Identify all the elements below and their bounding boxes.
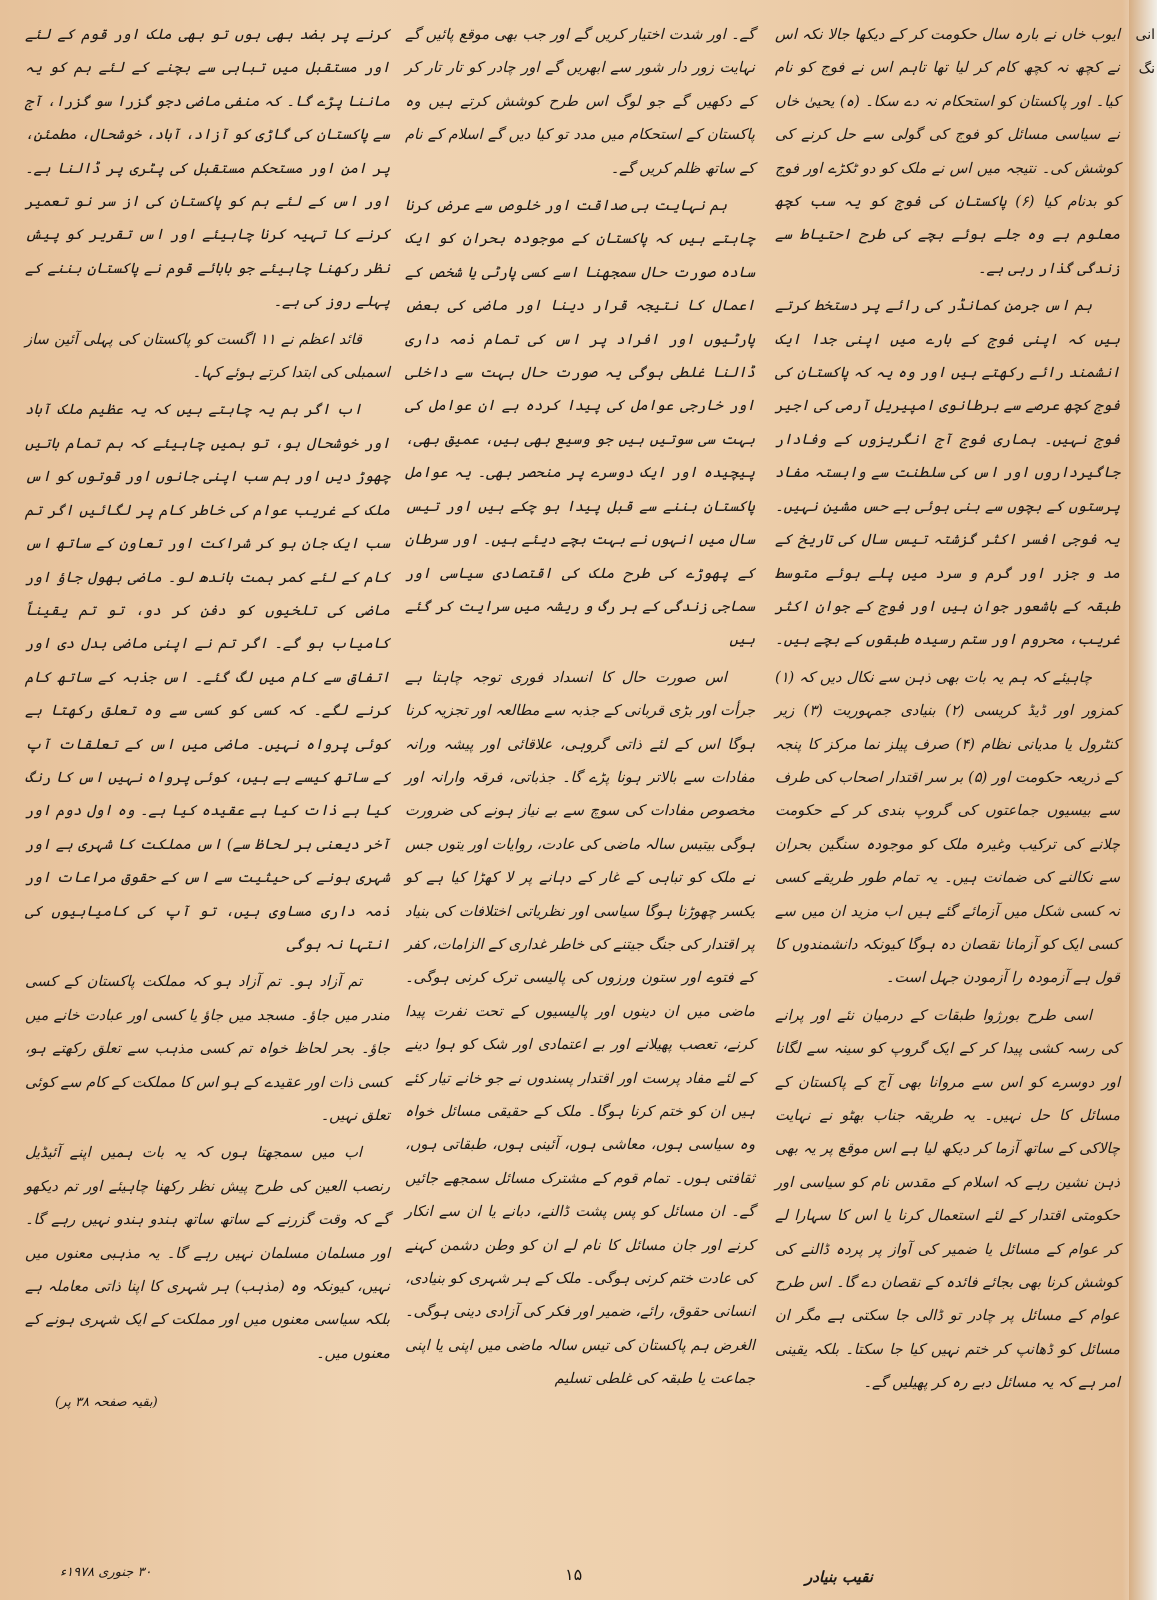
adjacent-page-edge: [1129, 0, 1157, 1600]
edge-text: انی: [1135, 27, 1155, 43]
quote-paragraph: تم آزاد ہو۔ تم آزاد ہو کہ مملکت پاکستان کے کسی مندر میں جاؤ۔ مسجد میں جاؤ یا کسی اور عبادت خانے میں جاؤ۔ بحر لحاظ خواہ تم کسی مذہب سے تعلق رکھتے ہو، کسی ذات اور عقیدے کے ہو اس کا مملکت کے کام سے کوئی تعلق نہیں۔: [25, 973, 390, 1124]
author-signature: نقیب بنیادر: [805, 1568, 873, 1586]
continued-note: (بقیہ صفحہ ۳۸ پر): [55, 1395, 158, 1411]
column-left: [25, 18, 390, 1420]
edge-text: نگ: [1138, 61, 1155, 77]
paragraph: اس صورت حال کا انسداد فوری توجہ چاہتا ہے جرأت اور بڑی قربانی کے جذبہ سے مطالعہ اور تجزیہ کرنا ہوگا اس کے لئے ذاتی گروہی، علاقائی اور پیشہ ورانہ مفادات سے بالاتر ہونا پڑے گا۔ جذباتی، فرقہ وارانہ اور مخصوص مفادات کی سوچ سے بے نیاز ہونے کی ضرورت ہوگی بیتیس سالہ ماضی کی عادت، روایات اور یتوں جس نے ملک کو تباہی کے غار کے دہانے پر لا کھڑا کیا ہے کو یکسر چھوڑنا ہوگا سیاسی اور نظریاتی اختلافات کی بنیاد پر اقتدار کی جنگ جیتنے کی خاطر غداری کے الزامات، کفر کے فتوے اور ستون ورزوں کی پالیسی ترک کرنی ہوگی۔ ماضی میں ان دینوں اور پالیسیوں کے تحت نفرت پیدا کرنے، تعصب پھیلانے اور بے اعتمادی اور شک کو ہوا دینے کے لئے مفاد پرست اور اقتدار پسندوں نے جو خانے تیار کئے ہیں ان کو ختم کرنا ہوگا۔ ملک کے حقیقی مسائل خواہ وہ سیاسی ہوں، معاشی ہوں، آئینی ہوں، طبقاتی ہوں، ثقافتی ہوں۔ تمام قوم کے مشترک مسائل سمجھے جائیں گے۔ ان مسائل کو پس پشت ڈالنے، دبانے یا ان سے انکار کرنے اور جان مسائل کا نام لے ان کو وطن دشمن کہنے کی عادت ختم کرنی ہوگی۔ ملک کے ہر شہری کو بنیادی، انسانی حقوق، رائے، ضمیر اور فکر کی آزادی دینی ہوگی۔ الغرض ہم پاکستان کی تیس سالہ ماضی میں اپنی یا اپنی جماعت یا طبقہ کی غلطی تسلیم: [405, 668, 755, 1388]
column-right: [775, 18, 1120, 1404]
column-middle: [405, 18, 755, 1400]
quote-paragraph: اب اگر ہم یہ چاہتے ہیں کہ یہ عظیم ملک آباد اور خوشحال ہو، تو ہمیں چاہیئے کہ ہم تمام باتیں چھوڑ دیں اور ہم سب اپنی جانوں اور قوتوں کو اس ملک کے غریب عوام کی خاطر کام پر لگائیں اگر تم سب ایک جان ہو کر شراکت اور تعاون کے ساتھ اس کام کے لئے کمر ہمت باندھ لو۔ ماضی بھول جاؤ اور ماضی کی تلخیوں کو دفن کر دو، تو تم یقیناً کامیاب ہو گے۔ اگر تم نے اپنی ماضی بدل دی اور اتفاق سے کام میں لگ گئے۔ اس جذبہ کے ساتھ کام کرنے لگے۔ کہ کسی کو کسی سے وہ تعلق رکھتا ہے کوئی پرواہ نہیں۔ ماضی میں اس کے تعلقات آپ کے ساتھ کیسے ہے ہیں، کوئی پرواہ نہیں اس کا رنگ کیا ہے ذات کیا ہے عقیدہ کیا ہے۔ وہ اول دوم اور آخر دیعنی ہر لحاظ سے) اس مملکت کا شہری ہے اور شہری ہونے کی حیثیت سے اس کے حقوق مراعات اور ذمہ داری مساوی ہیں، تو آپ کی کامیابیوں کی انتہا نہ ہوگی: [25, 401, 390, 953]
paragraph: ہم نہایت ہی صداقت اور خلوص سے عرض کرنا چاہتے ہیں کہ پاکستان کے موجودہ بحران کو ایک سادہ صورت حال سمجھنا اسے کسی پارٹی یا شخص کے اعمال کا نتیجہ قرار دینا اور ماضی کی بعض پارٹیوں اور افراد پر اس کی تمام ذمہ داری ڈالنا غلطی ہوگی یہ صورت حال بہت سے داخلی اور خارجی عوامل کی پیدا کردہ ہے ان عوامل کی بہت سی سوتیں ہیں جو وسیع بھی ہیں، عمیق بھی، پیچیدہ اور ایک دوسرے پر منحصر بھی۔ یہ عوامل پاکستان بننے سے قبل پیدا ہو چکے ہیں اور تیس سال میں انہوں نے بہت بچے دیئے ہیں۔ اور سرطان کے پھوڑے کی طرح ملک کی اقتصادی سیاسی اور سماجی زندگی کے ہر رگ و ریشہ میں سرایت کر گئے ہیں: [405, 197, 755, 649]
paragraph: قائد اعظم نے ۱۱ اگست کو پاکستان کی پہلی آئین ساز اسمبلی کی ابتدا کرتے ہوئے کہا۔: [25, 330, 390, 382]
paragraph: چاہیئے کہ ہم یہ بات بھی ذہن سے نکال دیں کہ (۱) کمزور اور ڈیڈ کریسی (۲) بنیادی جمہوریت (۳) زیر کنٹرول یا مدیانی نظام (۴) صرف پیلز نما مرکز کا پنجہ کے ذریعہ حکومت اور (۵) بر سر اقتدار اصحاب کی طرف سے بیسیوں جماعتوں کی گروپ بندی کر کے حکومت چلانے کی ترکیب وغیرہ ملک کو موجودہ سنگین بحران سے نکالنے کی ضمانت ہیں۔ یہ تمام طور طریقے کسی نہ کسی شکل میں آزمائے گئے ہیں اب مزید ان میں سے کسی ایک کو آزمانا نقصان دہ ہوگا کیونکہ دانشمندوں کا قول ہے آزمودہ را آزمودن جہل است۔: [775, 668, 1121, 987]
footer-date: ۳۰ جنوری ۱۹۷۸ء: [60, 1565, 152, 1580]
paragraph: ہم اس جرمن کمانڈر کی رائے پر دستخط کرتے ہیں کہ اپنی فوج کے بارے میں اپنی جدا ایک انشمند رائے رکھتے ہیں اور وہ یہ کہ پاکستان کی فوج کچھ عرصے سے برطانوی امپیریل آرمی کی اجیر فوج نہیں۔ ہماری فوج آج انگریزوں کے وفادار جاگیرداروں اور اس کی سلطنت سے وابستہ مفاد پرستوں کے بچوں سے بنی ہوئی بے حس مشین نہیں۔ یہ فوجی افسر اکثر گزشتہ تیس سال کی تاریخ کے مد و جزر اور گرم و سرد میں پلے ہوئے متوسط طبقہ کے باشعور جوان ہیں اور فوج کے جوان اکثر غریب، محروم اور ستم رسیدہ طبقوں کے بچے ہیں۔: [775, 297, 1120, 649]
quote-paragraph: اب میں سمجھتا ہوں کہ یہ بات ہمیں اپنے آئیڈیل رنصب العین کی طرح پیش نظر رکھنا چاہیئے اور تم دیکھو گے کہ وقت گزرنے کے ساتھ ساتھ ہندو ہندو نہیں رہے گا۔ اور مسلمان مسلمان نہیں رہے گا۔ یہ مذہبی معنوں میں نہیں، کیونکہ وہ (مذہب) ہر شہری کا اپنا ذاتی معاملہ ہے بلکہ سیاسی معنوں میں اور مملکت کے ایک شہری ہونے کے معنوں میں۔: [25, 1144, 390, 1362]
paragraph: کرنے پر بضد بھی ہوں تو بھی ملک اور قوم کے لئے اور مستقبل میں تباہی سے بچنے کے لئے ہم کو یہ ماننا پڑے گا۔ کہ منفی ماضی دجو گزرا سو گزرا، آج سے پاکستان کی گاڑی کو آزاد، آباد، خوشحال، مطمئن، پر امن اور مستحکم مستقبل کی پٹری پر ڈالنا ہے۔ اور اس کے لئے ہم کو پاکستان کی از سر نو تعمیر کرنے کا تہیہ کرنا چاہیئے اور اس تقریر کو پیش نظر رکھنا چاہیئے جو بابائے قوم نے پاکستان بننے کے پہلے روز کی ہے۔: [25, 26, 390, 311]
paragraph: ایوب خاں نے بارہ سال حکومت کر کے دیکھا جالا نکہ اس نے کچھ نہ کچھ کام کر لیا تھا تاہم اس نے فوج کو نام کیا۔ اور پاکستان کو استحکام نہ دے سکا۔ (ہ) یحییٰ خاں نے سیاسی مسائل کو فوج کی گولی سے حل کرنے کی کوشش کی۔ نتیجہ میں اس نے ملک کو دو ٹکڑے اور فوج کو بدنام کیا (۶) پاکستان کی فوج کو یہ سب کچھ معلوم ہے وہ جلے ہوئے بچے کی طرح احتیاط سے زندگی گذار رہی ہے۔: [775, 26, 1120, 277]
paragraph: اسی طرح بورژوا طبقات کے درمیان نئے اور پرانے کی رسہ کشی پیدا کر کے ایک گروپ کو سینہ سے لگانا اور دوسرے کو اس سے مروانا بھی آج کے پاکستان کے مسائل کا حل نہیں۔ یہ طریقہ جناب بھٹو نے نہایت چالاکی کے ساتھ آزما کر دیکھ لیا ہے اس موقع پر یہ بھی ذہن نشین رہے کہ اسلام کے مقدس نام کو سیاسی اور حکومتی اقتدار کے لئے استعمال کرنا یا اس کا سہارا لے کر عوام کے مسائل یا ضمیر کی آواز پر پردہ ڈالنے کی کوشش کرنا بھی بجائے فائدہ کے نقصان دے گا۔ اس طرح عوام کے مسائل پر چادر تو ڈالی جا سکتی ہے مگر ان مسائل کو ڈھانپ کر ختم نہیں کیا جا سکتا۔ بلکہ یقینی امر ہے کہ یہ مسائل دبے رہ کر پھیلیں گے۔: [775, 1006, 1120, 1392]
page-number: ۱۵: [565, 1565, 583, 1584]
paragraph: گے۔ اور شدت اختیار کریں گے اور جب بھی موقع پائیں گے نہایت زور دار شور سے ابھریں گے اور چادر کو تار تار کر کے دکھیں گے جو لوگ اس طرح کوشش کرتے ہیں وہ پاکستان کے استحکام میں مدد تو کیا دیں گے اسلام کے نام کے ساتھ ظلم کریں گے۔: [405, 26, 755, 177]
